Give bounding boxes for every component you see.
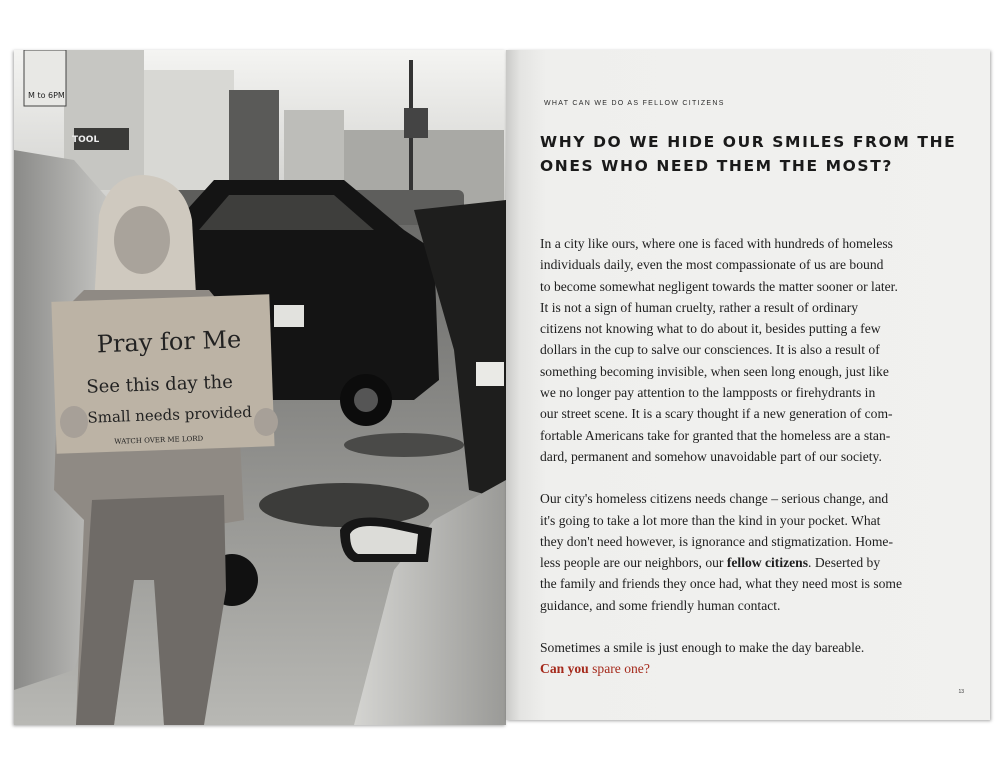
page-number: 13 (958, 689, 964, 695)
paragraph-1 (540, 233, 930, 467)
paragraph-line: to become somewhat negligent towards the matter sooner or later. (540, 278, 898, 294)
street-sign-text: M to 6PM (28, 91, 65, 100)
line-text: less people are our neighbors, our (540, 555, 727, 571)
sign-line-2: See this day the (86, 371, 234, 398)
paragraph-line: It is not a sign of human cruelty, rather a result of ordinary (540, 299, 859, 315)
paragraph-line: citizens not knowing what to do about it, besides putting a few (540, 321, 881, 337)
shop-sign-text: TOOL (72, 135, 100, 145)
running-head: WHAT CAN WE DO AS FELLOW CITIZENS (544, 100, 725, 107)
paragraph-line: our street scene. It is a scary thought if a new generation of com- (540, 406, 893, 422)
line-text: . Deserted by (808, 555, 881, 571)
headline (540, 130, 960, 178)
paragraph-line (540, 552, 930, 573)
paragraph-line: we no longer pay attention to the lampposts or firehydrants in (540, 385, 876, 401)
right-page-text (506, 50, 990, 720)
paragraph-3 (540, 637, 930, 680)
headline-line-1: WHY DO WE HIDE OUR SMILES FROM THE (540, 133, 957, 151)
sign-line-1: Pray for Me (96, 325, 242, 359)
paragraph-2 (540, 488, 930, 616)
paragraph-line: individuals daily, even the most compassionate of us are bound (540, 257, 884, 273)
cta-rest: spare one? (588, 661, 650, 677)
cta-you: you (567, 661, 589, 677)
sign-line-4: WATCH OVER ME LORD (114, 434, 204, 446)
paragraph-line: the family and friends they once had, what they need most is some (540, 576, 903, 592)
call-to-action (540, 658, 930, 679)
paragraph-line: something becoming invisible, when seen long enough, just like (540, 363, 889, 379)
left-page-photo (14, 50, 506, 725)
paragraph-line: Our city's homeless citizens needs change – serious change, and (540, 491, 889, 507)
paragraph-line: fortable Americans take for granted that the homeless are a stan- (540, 427, 891, 443)
closing-line: Sometimes a smile is just enough to make the day bareable. (540, 640, 865, 656)
sign-line-3: Small needs provided (87, 402, 253, 427)
paragraph-line: guidance, and some friendly human contact. (540, 597, 781, 613)
paragraph-line: dollars in the cup to salve our consciences. It is also a result of (540, 342, 880, 358)
body-text (540, 233, 930, 701)
headline-line-2: ONES WHO NEED THEM THE MOST? (540, 157, 893, 175)
paragraph-line: dard, permanent and somehow unavoidable part of our society. (540, 448, 882, 464)
magazine-spread (14, 50, 992, 725)
cta-can: Can (540, 661, 568, 677)
street-photo (14, 50, 506, 725)
fellow-citizens-bold: fellow citizens (726, 555, 809, 571)
paragraph-line: In a city like ours, where one is faced with hundreds of homeless (540, 236, 893, 251)
paragraph-line: it's going to take a lot more than the kind in your pocket. What (540, 512, 881, 528)
paragraph-line: they don't need however, is ignorance and stigmatization. Home- (540, 533, 893, 549)
